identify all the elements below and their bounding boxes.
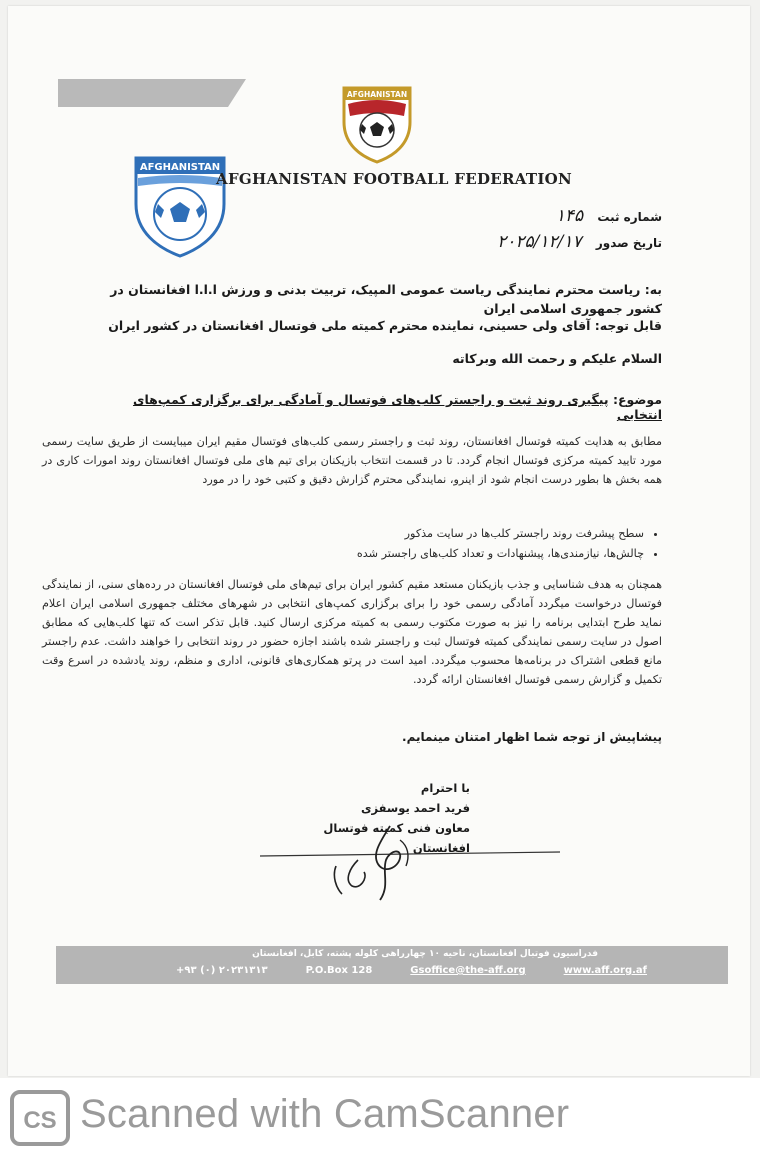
footer-contacts (176, 965, 736, 976)
registration-number-row (422, 206, 662, 226)
signer-name: فرید احمد یوسفزی (360, 801, 470, 815)
subject-line (92, 392, 662, 422)
footer-pobox: P.O.Box 128 (305, 965, 373, 976)
camscanner-logo-icon (10, 1090, 70, 1146)
signer-title: معاون فنی کمیته فوتسال افغانستان (323, 821, 470, 855)
logo-large-text: AFGHANISTAN (139, 162, 221, 173)
camscanner-watermark: Scanned with CamScanner (80, 1092, 570, 1136)
handwritten-signature (240, 820, 570, 915)
greeting: السلام علیکم و رحمت الله وبرکاته (452, 351, 662, 366)
issue-date-label: تاریخ صدور (595, 236, 662, 250)
attention-line: قابل توجه: آقای ولی حسینی، نماینده محترم کمیته ملی فوتسال افغانستان در کشور ایران (108, 318, 662, 333)
body-paragraph-1: مطابق به هدایت کمیته فوتسال افغانستان، روند ثبت و راجستر رسمی کلب‌های فوتسال مقیم ایران میبایست از طریق سایت رسمی مورد تایید کمیته مرکزی فوتسال انجام گردد. تا در قسمت انتخاب بازیکنان برای تیم های ملی فوتسال افغانستان روند امورات کاری در همه بخش ها بطور درست انجام شود از اینرو، نمایندگی محترم گزارش دقیق و کتبی خود را در مورد (42, 435, 662, 486)
subject-label: موضوع: (612, 392, 662, 407)
camscanner-badge-text: CS (23, 1107, 57, 1134)
thanks-line: پیشاپیش از توجه شما اظهار امتنان مینمایم. (402, 730, 662, 744)
logo-small-text: AFGHANISTAN (346, 90, 408, 99)
bullet-item: • چالش‌ها، نیازمندی‌ها، پیشنهادات و تعداد کلب‌های راجستر شده (54, 544, 644, 564)
registration-number-value: ۱۴۵ (555, 206, 584, 226)
footer-website[interactable]: www.aff.org.af (563, 965, 648, 976)
recipient-address: به: ریاست محترم نمایندگی ریاست عمومی المپیک، تربیت بدنی و ورزش ا.ا.ا افغانستان در کشور جمهوری اسلامی ایران (110, 282, 662, 316)
footer-email[interactable]: Gsoffice@the-aff.org (410, 965, 526, 976)
federation-logo-large (130, 152, 230, 260)
footer-contact-band (56, 946, 728, 984)
federation-logo-small (338, 82, 416, 164)
body-paragraph-2: همچنان به هدف شناسایی و جذب بازیکنان مستعد مقیم کشور ایران برای تیم‌های ملی فوتسال افغانستان در رده‌های سنی، از نمایندگی فوتسال درخواست میگردد آمادگی رسمی خود را برای برگزاری کمپ‌های انتخابی در شهرهای مختلف جمهوری اسلامی ایران اعلام نماید طرح ابتدایی برنامه را نیز به صورت مکتوب رسمی به کمیته مرکزی ارسال کنید. قابل تذکر است که تنها کلب‌هایی که مطابق اصول در سایت رسمی نمایندگی کمیته فوتسال ثبت و راجستر شده باشند اجازه حضور در روند انتخابی را خواهند داشت. عدم راجستر مانع قطعی اشتراک در برنامه‌ها محسوب میگردد. امید است در پرتو همکاری‌های قانونی، اداری و منظم، روند یادشده در اسرع وقت تکمیل و گزارش رسمی فوتسال افغانستان ارائه گردد. (42, 578, 662, 686)
bullet-item: • سطح پیشرفت روند راجستر کلب‌ها در سایت مذکور (54, 524, 644, 544)
header-gray-band (58, 79, 228, 107)
body-bullet-list (54, 524, 662, 564)
closing: با احترام (420, 781, 470, 795)
issue-date-row (422, 232, 662, 252)
registration-number-label: شماره ثبت (597, 210, 662, 224)
issue-date-value: ۲۰۲۵/۱۲/۱۷ (497, 232, 582, 252)
federation-name: AFGHANISTAN FOOTBALL FEDERATION (216, 170, 573, 188)
subject-text: پیگیری روند ثبت و راجستر کلب‌های فوتسال و آمادگی برای برگزاری کمپ‌های انتخابی (132, 392, 662, 422)
footer-phone: +۹۳ (۰) ۲۰۲۳۱۳۱۳ (176, 965, 268, 976)
footer-address: فدراسیون فوتبال افغانستان، ناحیه ۱۰ چهارراهی کلوله پشته، کابل، افغانستان (252, 949, 598, 959)
